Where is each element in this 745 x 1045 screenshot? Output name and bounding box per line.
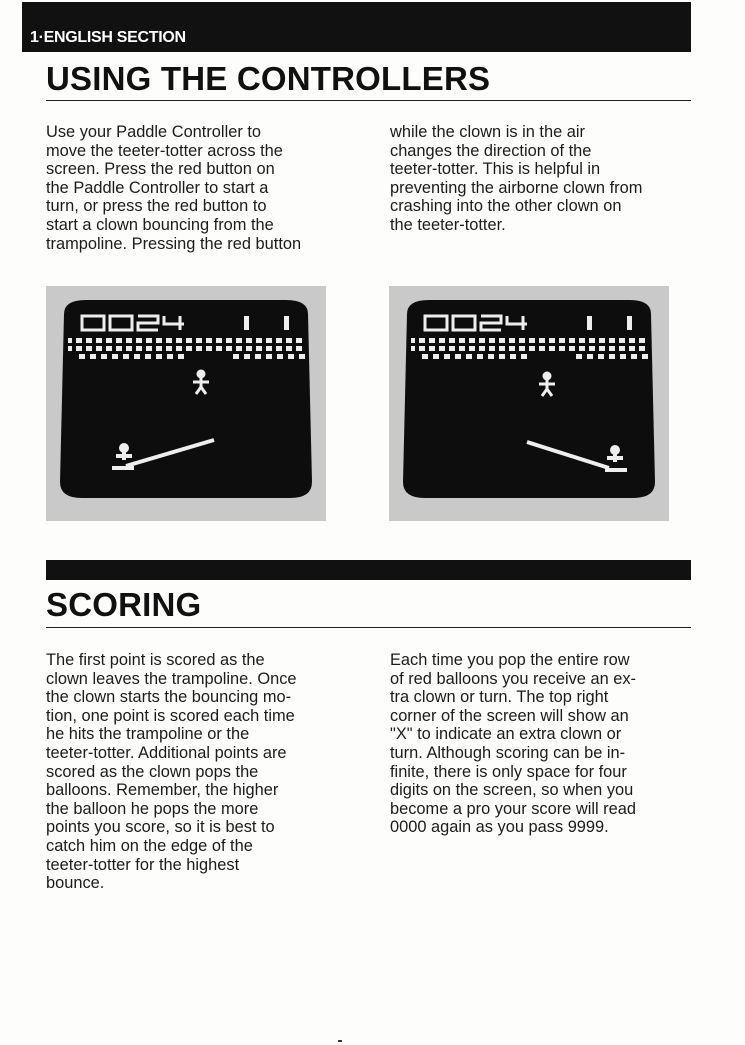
controllers-text-left: Use your Paddle Controller to move the teeter-totter across the screen. Press the red button on the Paddle Controller to start a turn, or press the red button to start a clown bouncing from the trampoline. Pressing the red button [46, 123, 302, 253]
scoring-text-right: Each time you pop the entire row of red balloons you receive an ex- tra clown or turn. The top right corner of the screen will show an "X" to indicate an extra clown or turn. Although scoring can be in- finite, there is only space for four digits on the screen, so when you become a pro your score will read 0000 again as you pass 9999. [390, 651, 637, 837]
scoring-heading: SCORING [46, 586, 202, 623]
controllers-rule [46, 100, 691, 101]
scoring-rule [46, 627, 691, 628]
section-divider-bar [46, 560, 691, 580]
print-speck [338, 1040, 342, 1042]
controllers-text-right: while the clown is in the air changes the direction of the teeter-totter. This is helpful in preventing the airborne clown from crashing into the other clown on the teeter-totter. [390, 123, 643, 234]
section-label: 1·ENGLISH SECTION [30, 29, 186, 46]
section-header-bar [22, 2, 691, 52]
controllers-heading: USING THE CONTROLLERS [46, 60, 491, 97]
game-screenshot-left [46, 286, 326, 521]
scoring-text-left: The first point is scored as the clown leaves the trampoline. Once the clown starts the bouncing mo- tion, one point is scored each time he hits the trampoline or the teeter-totter. Additional points are scored as the clown pops the balloons. Remember, the higher the balloon he pops the more points you score, so it is best to catch him on the edge of the teeter-totter for the highest bounce. [46, 651, 297, 893]
game-screenshot-right [389, 286, 669, 521]
